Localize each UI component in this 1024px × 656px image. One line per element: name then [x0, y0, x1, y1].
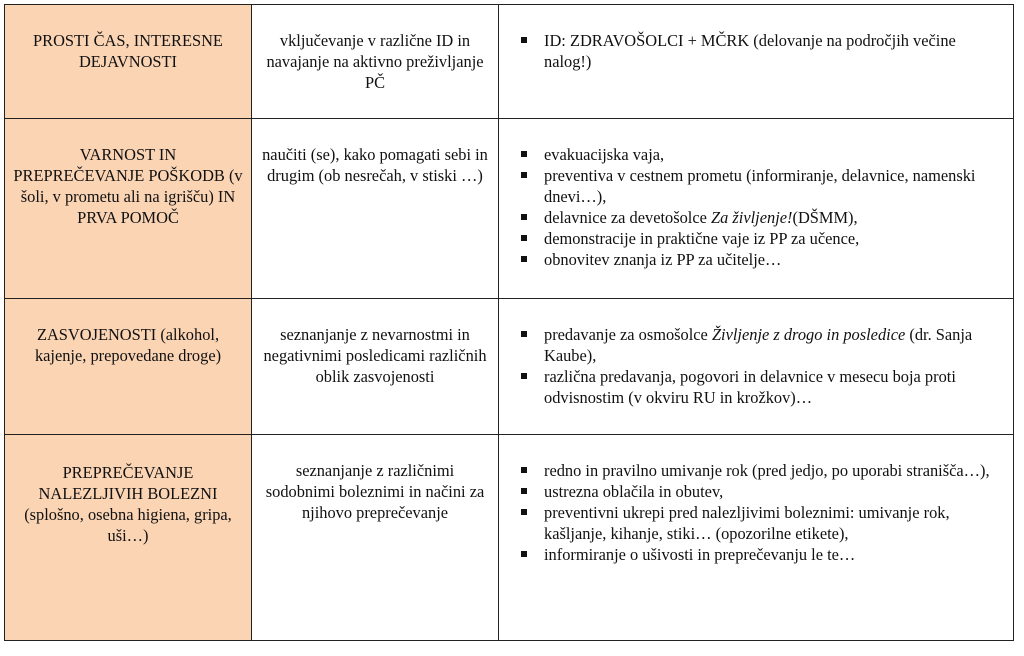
table-row	[5, 435, 1014, 641]
goal-cell	[252, 119, 499, 299]
goal-text: vključevanje v različne ID in navajanje na aktivno preživljanje PČ	[266, 31, 484, 92]
area-text: VARNOST IN PREPREČEVANJE POŠKODB (v šoli, v prometu ali na igrišču) IN PRVA POMOČ	[13, 145, 243, 227]
area-cell	[5, 435, 252, 641]
area-text: PROSTI ČAS, INTERESNE DEJAVNOSTI	[33, 31, 223, 71]
list-item: demonstracije in praktične vaje iz PP za učence,	[519, 228, 1007, 249]
list-item: preventivni ukrepi pred nalezljivimi boleznimi: umivanje rok, kašljanje, kihanje, stiki… (opozorilne etikete),	[519, 502, 1007, 544]
list-item: redno in pravilno umivanje rok (pred jedjo, po uporabi stranišča…),	[519, 460, 1007, 481]
activities-cell	[499, 5, 1014, 119]
list-item	[519, 324, 1007, 366]
health-program-table	[4, 4, 1014, 641]
table-row	[5, 299, 1014, 435]
list-item: informiranje o ušivosti in preprečevanju le te…	[519, 544, 1007, 565]
table-row	[5, 5, 1014, 119]
activities-cell	[499, 119, 1014, 299]
activities-list	[519, 144, 1007, 270]
goal-text: seznanjanje z različnimi sodobnimi boleznimi in načini za njihovo preprečevanje	[265, 461, 485, 522]
activities-list	[519, 460, 1007, 565]
item-title: Za življenje!	[711, 208, 793, 227]
item-text: (dr. Sanja Kaube),	[544, 325, 973, 365]
list-item: različna predavanja, pogovori in delavnice v mesecu boja proti odvisnostim (v okviru RU in krožkov)…	[519, 366, 1007, 408]
list-item: obnovitev znanja iz PP za učitelje…	[519, 249, 1007, 270]
activities-list	[519, 30, 1007, 72]
item-text: predavanje za osmošolce	[544, 325, 712, 344]
area-cell	[5, 119, 252, 299]
area-text: ZASVOJENOSTI (alkohol, kajenje, prepovedane droge)	[34, 325, 222, 365]
list-item: preventiva v cestnem prometu (informiranje, delavnice, namenski dnevi…),	[519, 165, 1007, 207]
goal-cell	[252, 435, 499, 641]
area-cell	[5, 299, 252, 435]
activities-cell	[499, 299, 1014, 435]
goal-text: seznanjanje z nevarnostmi in negativnimi posledicami različnih oblik zasvojenosti	[263, 325, 487, 386]
list-item	[519, 207, 1007, 228]
goal-cell	[252, 299, 499, 435]
table-row	[5, 119, 1014, 299]
item-text: (DŠMM),	[792, 208, 858, 227]
list-item: evakuacijska vaja,	[519, 144, 1007, 165]
item-text: delavnice za devetošolce	[544, 208, 712, 227]
area-cell	[5, 5, 252, 119]
activities-list	[519, 324, 1007, 408]
list-item: ustrezna oblačila in obutev,	[519, 481, 1007, 502]
area-text: PREPREČEVANJE NALEZLJIVIH BOLEZNI (splošno, osebna higiena, gripa, uši…)	[24, 463, 232, 545]
goal-cell	[252, 5, 499, 119]
goal-text: naučiti (se), kako pomagati sebi in drugim (ob nesrečah, v stiski …)	[262, 145, 488, 185]
list-item: ID: ZDRAVOŠOLCI + MČRK (delovanje na področjih večine nalog!)	[519, 30, 1007, 72]
item-title: Življenje z drogo in posledice	[711, 325, 906, 344]
activities-cell	[499, 435, 1014, 641]
